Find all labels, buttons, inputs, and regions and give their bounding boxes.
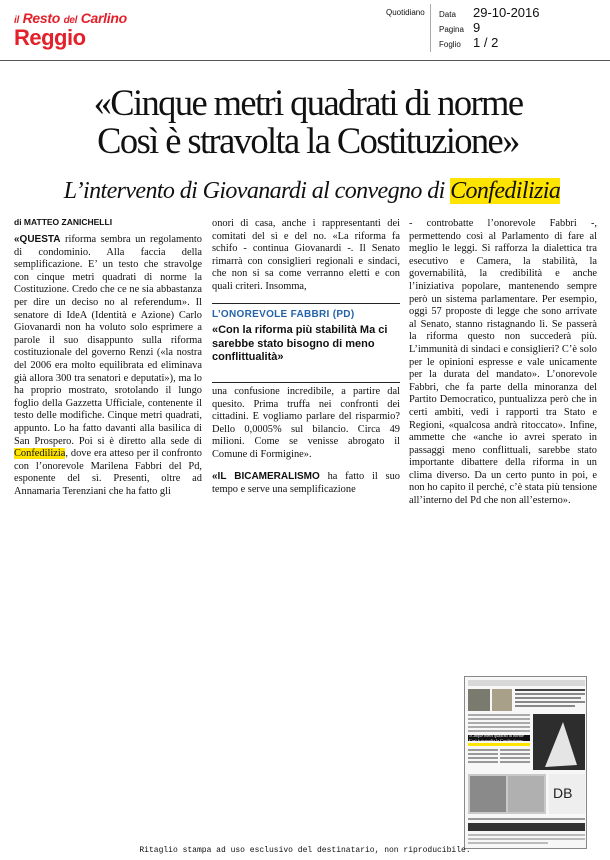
meta-page-row (431, 20, 606, 34)
byline: di MATTEO ZANICHELLI (14, 217, 113, 227)
headline-line-2: Così è stravolta la Costituzione» (97, 120, 519, 161)
meta-page-value: 9 (473, 20, 481, 35)
lead-word: «QUESTA (14, 234, 61, 245)
section-lead-word: «IL BICAMERALISMO (212, 471, 320, 482)
subscription-code (589, 740, 599, 840)
page-thumbnail-graphic (465, 677, 587, 849)
column-1-highlight: Confedilizia (14, 448, 66, 460)
thumbnail-headline: «Cinque metri quadrati di norme Così è stravolta la Costituzione» (469, 733, 524, 743)
masthead-carlino: Carlino (80, 10, 127, 26)
article-column-2-top: onori di casa, anche i rappresentanti dei comitati del sì e del no. «La riforma fa schifo - continua Giovanardi -. Il Senato rimarrà con consiglieri regionali e sindaci, che non si sa come verranno eletti e con quali criteri. Insomma, (212, 218, 400, 292)
page-thumbnail (464, 676, 587, 849)
masthead-il: il (14, 15, 19, 26)
article-column-1 (14, 234, 202, 498)
meta-date-label: Data (439, 10, 456, 19)
meta-sheet-label: Foglio (439, 40, 461, 49)
publication-type: Quotidiano (386, 8, 425, 17)
column-2-text-c: ha fatto il suo tempo e serve una semplificazione (212, 471, 400, 495)
meta-page-label: Pagina (439, 25, 464, 34)
headline-line-1: «Cinque metri quadrati di norme (93, 82, 523, 123)
article-column-2-middle: una confusione incredibile, a partire dal quesito. Prima truffa nei confronti dei cittadini. E vogliamo parlare del risparmio? Dello 0,0005% sul bilancio. Circa 49 milioni. Come se venisse abrogato il Comune di Formigine». (212, 386, 400, 460)
article-column-2-bottom (212, 471, 400, 496)
thumbnail-logo: DB (553, 785, 573, 801)
metadata-box (430, 4, 606, 52)
header-rule (0, 60, 610, 61)
article-column-3: - controbatte l’onorevole Fabbri -, permettendo così al Parlamento di fare al meglio le leggi. Si rafforza la dialettica tra esecutivo e Camera, la stabilità, la governabilità, la credibilità e anche l’iniziativa popolare, mantenendo sempre però un sistema parlamentare. Per esempio, oggi 57 proposte di legge che sono arrivate al Senato, stanno ristagnando lì. Se passerà la riforma questo non succederà più. L’immunità di sindaci e consiglieri? C’è solo per le opinioni espresse e vale unicamente per la durata del mandato». L’onorevole Fabbri, che fa parte della minoranza del Partito Democratico, puntualizza però che in certi ambiti, vedi i rapporti tra Stato e Regioni, «qualcosa andrà ritoccato». Infine, ammette che «anche io avrei sperato in passaggi meno conflittuali, sarebbe stato importante dibattere della riforma in un clima diverso. Da un certo punto in poi, e non ho capito il perché, c’è stata più tensione all’interno del Pd che non all’esterno». (409, 218, 597, 507)
footer-disclaimer: Ritaglio stampa ad uso esclusivo del destinatario, non riproducibile. (139, 846, 471, 855)
masthead-title (14, 10, 127, 26)
subheadline (22, 178, 602, 205)
masthead-edition: Reggio (14, 25, 86, 50)
meta-sheet-row (431, 35, 606, 49)
headline (16, 84, 600, 160)
subheadline-text: L’intervento di Giovanardi al convegno di (63, 178, 445, 204)
meta-date-row (431, 5, 606, 19)
column-1-text-a: riforma sembra un regolamento di condominio. Alla faccia della semplificazione. E’ un testo che stravolge con cinque metri quadrati di norme la Costituzione. Credo che ce ne sia abbastanza per dire un deciso no al referendum». Il senatore di IdeA (Identità e Azione) Carlo Giovanardi non ha voluto solo esprimere a parole il suo disappunto sulla riforma costituzionale del governo Renzi («la nostra del 2006 era molto equilibrata ed eliminava già allora 300 tra senatori e deputati»), ma lo ha proprio mostrato, srotolando il lungo foglio della Gazzetta Ufficiale, contenente il testo delle modifiche. Cinque metri quadrati, appunto. Lo ha fatto davanti alla basilica di San Prospero. Poi si è diretto alla sede di (14, 234, 202, 447)
callout-quote: «Con la riforma più stabilità Ma ci sarebbe stato bisogno di meno conflittualità» (212, 324, 388, 363)
masthead-del: del (63, 15, 78, 26)
meta-sheet-value: 1 / 2 (473, 35, 499, 50)
masthead-resto: Resto (22, 10, 60, 26)
meta-date-value: 29-10-2016 (473, 5, 540, 20)
column-1-text-b: , dove era atteso per il confronto con l’onorevole Marilena Fabbri del Pd, esponente del sì. Presenti, oltre ad Annamaria Terenziani che ha fatto gli (14, 448, 202, 497)
subheadline-highlight: Confedilizia (450, 178, 561, 204)
callout-label: L’ONOREVOLE FABBRI (PD) (212, 309, 355, 320)
callout-rule-bottom (212, 382, 400, 383)
callout-rule-top (212, 303, 400, 304)
